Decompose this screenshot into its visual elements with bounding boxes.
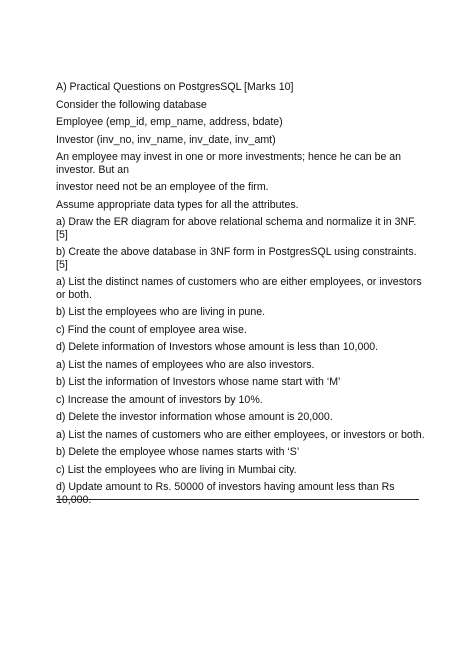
question-set1-d: d) Delete information of Investors whose amount is less than 10,000.: [56, 341, 379, 353]
question-set3-d: d) Update amount to Rs. 50000 of investors having amount less than Rs 10,000.: [56, 481, 395, 506]
paragraph-intro: Consider the following database: [56, 98, 207, 111]
question-set2-c: c) Increase the amount of investors by 10%.: [56, 393, 263, 406]
paragraph-investor-schema: Investor (inv_no, inv_name, inv_date, inv_amt): [56, 133, 276, 146]
paragraph-description-2: investor need not be an employee of the firm.: [56, 181, 269, 193]
question-create-database: b) Create the above database in 3NF form in PostgresSQL using constraints. [5]: [56, 246, 417, 271]
question-set1-c: c) Find the count of employee area wise.: [56, 323, 247, 336]
question-set1-b: b) List the employees who are living in pune.: [56, 306, 266, 318]
question-set2-b: b) List the information of Investors whose name start with ‘M’: [56, 376, 341, 388]
question-er-diagram: a) Draw the ER diagram for above relational schema and normalize it in 3NF. [5]: [56, 216, 417, 241]
question-set2-a: a) List the names of employees who are also investors.: [56, 358, 315, 371]
paragraph-description-1: An employee may invest in one or more investments; hence he can be an investor. But an: [56, 151, 402, 176]
document-body: [56, 81, 426, 511]
question-set2-d: d) Delete the investor information whose amount is 20,000.: [56, 411, 333, 423]
question-set3-c: c) List the employees who are living in Mumbai city.: [56, 463, 297, 476]
question-set3-a: a) List the names of customers who are either employees, or investors or both.: [56, 428, 425, 441]
paragraph-employee-schema: Employee (emp_id, emp_name, address, bdate): [56, 116, 283, 128]
horizontal-rule: [56, 499, 419, 500]
paragraph-assumption: Assume appropriate data types for all the attributes.: [56, 198, 299, 211]
question-set3-b: b) Delete the employee whose names starts with ‘S’: [56, 446, 300, 458]
question-set1-a: a) List the distinct names of customers who are either employees, or investors or both.: [56, 276, 422, 301]
paragraph-heading: A) Practical Questions on PostgresSQL [Marks 10]: [56, 81, 294, 93]
